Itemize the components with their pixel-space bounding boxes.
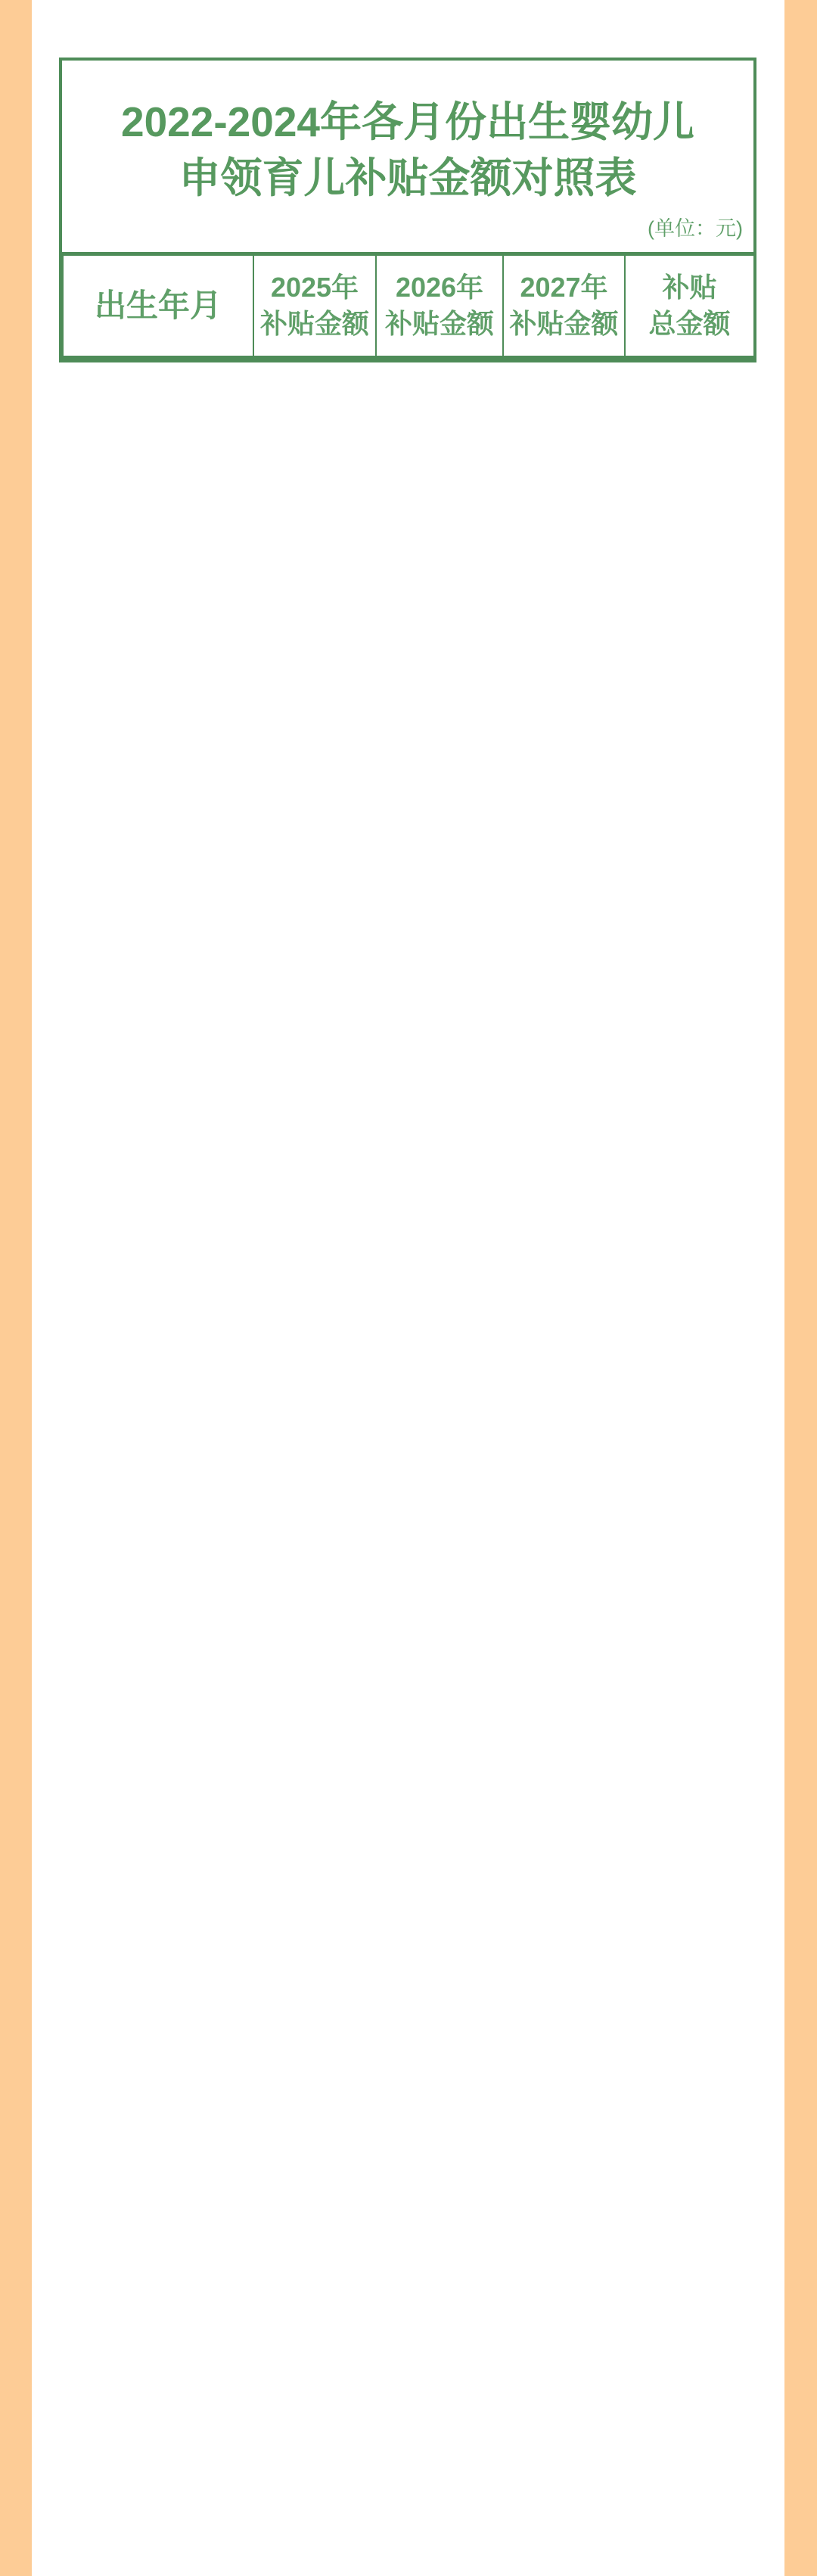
table-frame	[59, 58, 756, 362]
header-2025-line2: 补贴金额	[260, 308, 370, 339]
unit-note: (单位：元)	[648, 217, 743, 240]
header-2025-line1: 2025年	[270, 272, 359, 303]
header-total-line2: 总金额	[648, 308, 731, 339]
white-panel	[32, 0, 784, 2576]
poster-title-line1: 2022-2024年各月份出生婴幼儿	[120, 98, 695, 145]
header-2026-line1: 2026年	[395, 272, 484, 303]
header-row	[63, 254, 754, 358]
header-2027-line2: 补贴金额	[509, 308, 619, 339]
header-total-amount	[625, 254, 754, 358]
header-2026-amount	[376, 254, 503, 358]
header-2025-amount	[253, 254, 376, 358]
header-2026-line2: 补贴金额	[385, 308, 495, 339]
subsidy-table	[62, 252, 755, 359]
header-birth-month: 出生年月	[63, 254, 253, 358]
header-2027-line1: 2027年	[520, 272, 608, 303]
header-2027-amount	[503, 254, 625, 358]
header-total-line1: 补贴	[662, 272, 717, 303]
poster-title	[62, 61, 753, 206]
poster-title-line2: 申领育儿补贴金额对照表	[179, 154, 637, 201]
